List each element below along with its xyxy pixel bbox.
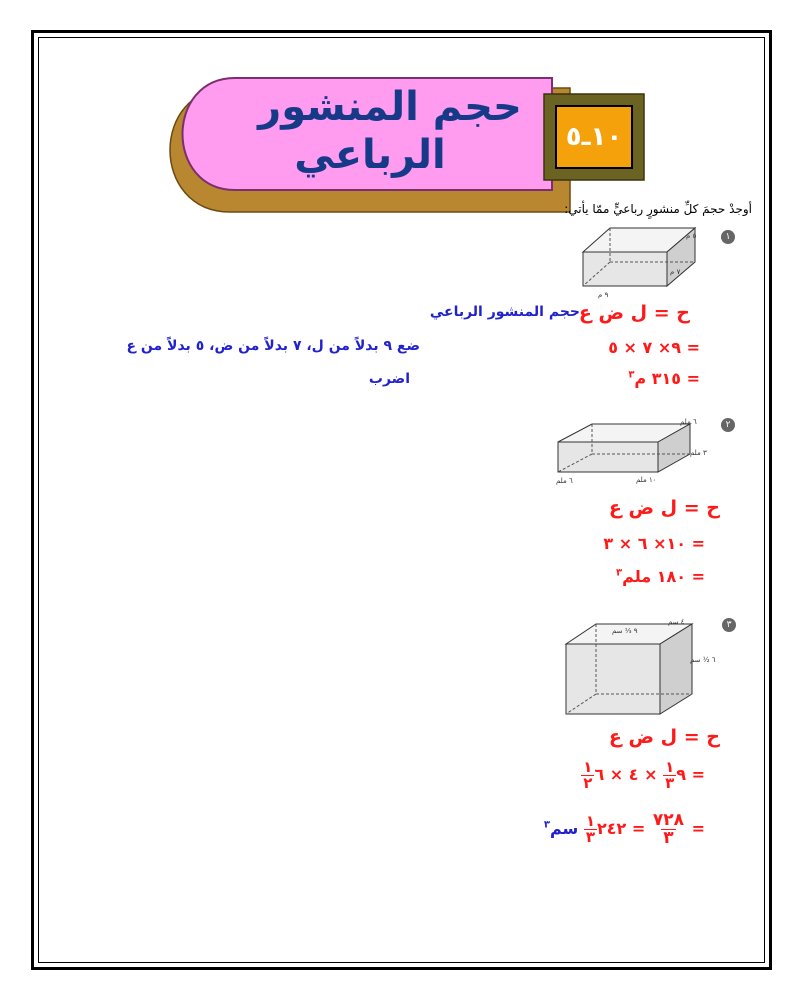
fraction-2-denominator: ٢ (583, 774, 593, 792)
fraction-2-numerator: ١ (583, 758, 593, 776)
big-fraction-denominator: ٣ (663, 828, 674, 848)
problem-3-formula: ح = ل ض ع (608, 726, 720, 748)
problem-2-number: ٢ (721, 418, 735, 432)
problem-3-step-1-fraction-1 (663, 760, 676, 791)
problem-1-formula: ح = ل ض ع (578, 302, 690, 324)
prism-3-label-side: ٦ ½ سم (690, 656, 716, 664)
problem-2-unit-power: ٣ (616, 567, 623, 579)
fraction-1-numerator: ١ (665, 758, 675, 776)
problem-3-unit (544, 819, 578, 838)
prism-1-label-side: ٧ م (670, 268, 681, 276)
problem-3-step-1-times: × ٤ × (609, 765, 658, 784)
problem-3-number: ٣ (722, 618, 736, 632)
prism-2-figure (550, 418, 710, 490)
problem-3-step-1-whole-1: ٩ (676, 765, 687, 784)
problem-3-unit-text: سم (550, 819, 579, 838)
prism-2-label-bottom-right: ١٠ ملم (636, 476, 657, 484)
mixed-fraction-denominator: ٣ (585, 828, 596, 846)
problem-2-formula: ح = ل ض ع (608, 497, 720, 519)
problem-1-unit-power: ٣ (628, 369, 635, 381)
prism-2-label-side: ٣ ملم (690, 449, 707, 457)
problem-3-step-2-mixed-fraction (584, 814, 597, 845)
fraction-1-denominator: ٣ (665, 774, 675, 792)
problem-1-number: ١ (721, 230, 735, 244)
problem-3-step-1-whole-2: ٦ (594, 765, 605, 784)
prism-2-label-top: ٦ ملم (680, 418, 697, 426)
big-fraction-numerator: ٧٢٨ (652, 810, 685, 830)
problem-3-step-2-eq: = (691, 819, 705, 838)
problem-1-note-substitute: ضع ٩ بدلاً من ل، ٧ بدلاً من ض، ٥ بدلاً من ع (126, 338, 420, 354)
instruction-text: أوجدْ حجمَ كلِّ منشورٍ رباعيٍّ ممّا يأتي: (564, 202, 752, 216)
prism-3-label-top-left: ٩ ⅓ سم (612, 627, 638, 635)
prism-1-label-top: ٥ م (686, 232, 697, 240)
problem-3-step-2-eq-2: = (631, 819, 646, 838)
title-line-1: حجم المنشور (258, 84, 522, 130)
prism-1-label-bottom: ٩ م (598, 291, 609, 299)
title-line-2: الرباعي (294, 132, 446, 178)
prism-2-label-bottom-left: ٦ ملم (556, 477, 573, 485)
mixed-fraction-numerator: ١ (585, 812, 596, 830)
problem-3-step-1-eq: = (691, 765, 705, 784)
problem-1-step-2-text: = ٣١٥ م (634, 369, 700, 388)
problem-3-step-1-fraction-2 (581, 760, 594, 791)
problem-3-step-2-whole: ٢٤٢ (597, 819, 627, 838)
problem-2-step-2-text: = ١٨٠ ملم (622, 567, 705, 586)
problem-1-note-header: حجم المنشور الرباعي (429, 304, 580, 320)
problem-2-step-2 (560, 567, 705, 586)
problem-3-step-1 (520, 760, 705, 791)
lesson-number: ١٠ـ٥ (565, 122, 623, 152)
problem-3-step-2-fraction (651, 812, 686, 847)
problem-3-unit-power: ٣ (543, 819, 550, 831)
problem-1-step-2 (570, 369, 700, 388)
problem-3-step-2 (470, 812, 705, 847)
problem-1-note-multiply: اضرب (368, 371, 410, 387)
prism-3-label-top-right: ٤ سم (668, 618, 685, 626)
problem-2-step-1: = ١٠× ٦ × ٣ (603, 534, 705, 553)
problem-1-step-1: = ٩× ٧ × ٥ (608, 338, 700, 357)
